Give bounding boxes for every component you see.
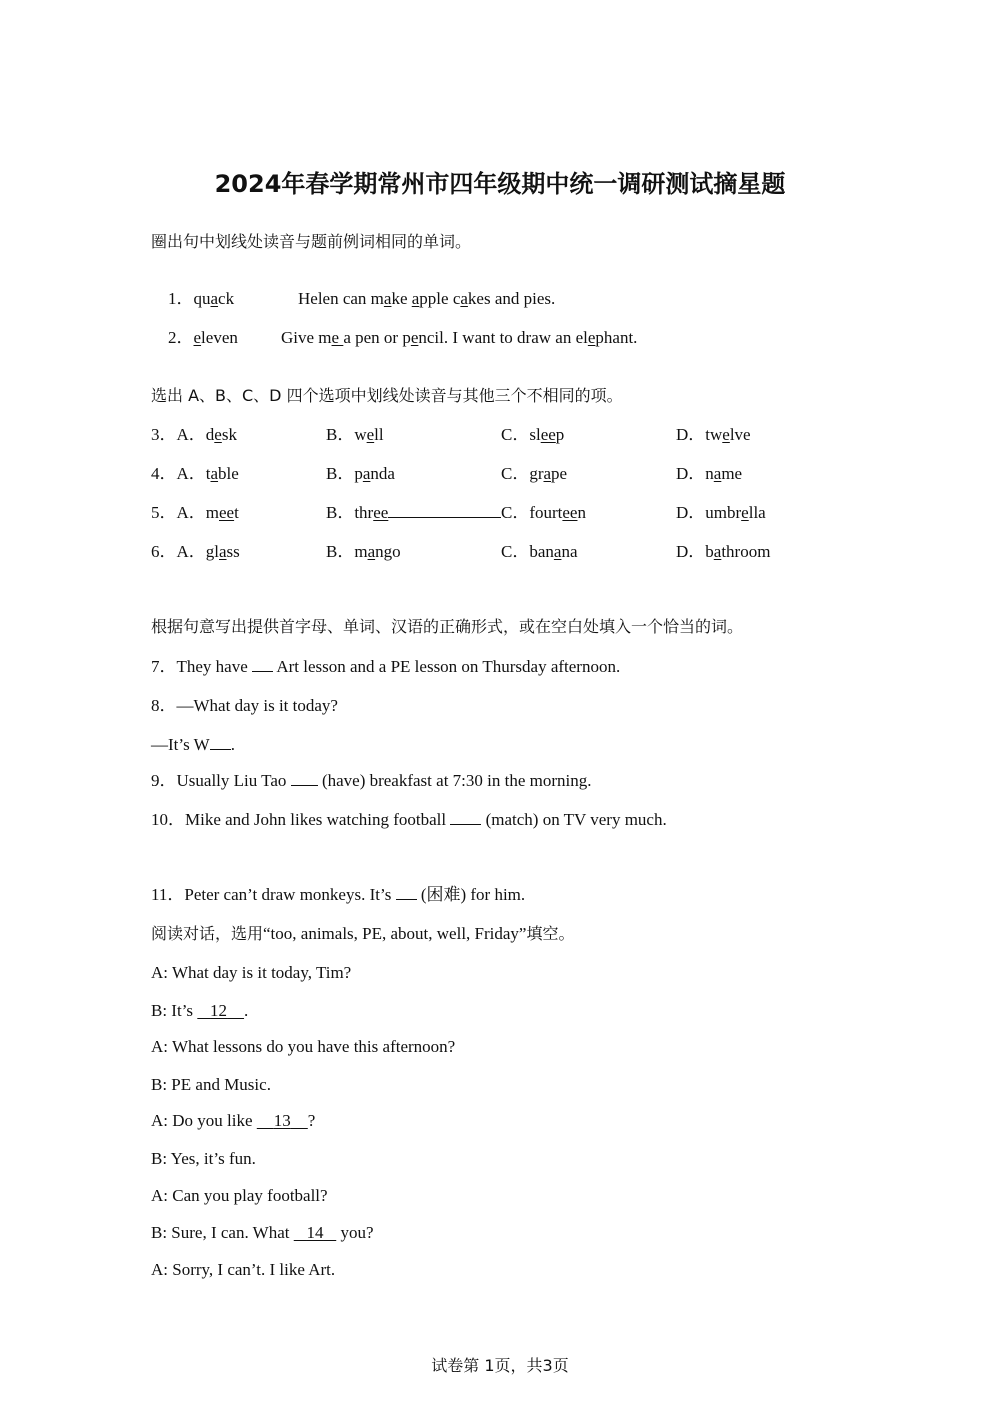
dialogue-line-6: B: Yes, it’s fun. [151,1149,256,1168]
section1-instruction: 圈出句中划线处读音与题前例词相同的单词。 [151,232,472,251]
underlined-letters: e [741,503,749,522]
option-text: D．umbr [676,503,742,522]
option-text: n [577,503,586,522]
numbered-blank-13[interactable] [257,1111,308,1130]
dialogue-line-5 [151,1112,315,1129]
question-5-option-b [326,504,501,521]
underlined-letters: a [713,464,722,483]
option-text: B．m [326,542,368,561]
sentence-part: phant. [595,328,638,347]
question-3-option-a [151,426,237,443]
underlined-letters: e [331,328,344,347]
option-text: C．gr [501,464,544,483]
option-text: D．n [676,464,714,483]
section4-instruction [151,925,574,942]
example-word-part: qu [193,289,211,308]
dialogue-line-1: A: What day is it today, Tim? [151,963,352,982]
question-4-option-c [501,465,567,482]
dialogue-text: B: Sure, I can. What [151,1223,294,1242]
sentence-part: (match) on TV very much. [481,810,667,829]
example-word-part: ck [218,289,235,308]
option-text: t [234,503,239,522]
question-4-option-a [151,465,239,482]
option-text: ble [218,464,239,483]
question-number: 4． [151,464,177,483]
question-4-option-b [326,465,395,482]
question-6-option-c [501,543,577,560]
option-text: A．gl [176,542,219,561]
underlined-letters: a [543,464,552,483]
option-text: lla [748,503,766,522]
sentence-part: (困难) for him. [416,885,526,904]
question-8: 8．—What day is it today? [151,696,338,715]
question-3-option-d [676,426,751,443]
option-text: A．d [176,425,215,444]
underlined-letters: a [362,464,371,483]
question-5-option-d [676,504,766,521]
sentence-part: 9．Usually Liu Tao [151,771,291,790]
underlined-letters: e [214,425,222,444]
option-text: p [555,425,565,444]
underlined-letters: a [713,542,722,561]
sentence-part: —It’s W [151,735,210,754]
answer-blank[interactable] [396,898,417,900]
underlined-letters: e [366,425,375,444]
sentence-part: Helen can m [298,289,384,308]
blank-number: 14 [306,1223,324,1242]
underlined-letters: e [722,425,730,444]
underlined-letters: a [553,542,562,561]
sentence-part: . [230,735,235,754]
sentence-part: a pen or p [343,328,411,347]
option-text: nda [370,464,395,483]
underlined-letters: ee [219,503,235,522]
question-7 [151,658,620,675]
question-number: 1． [168,289,194,308]
underlined-letters: e [587,328,596,347]
sentence-part: 10．Mike and John likes watching football [151,810,451,829]
question-number: 5． [151,503,177,522]
option-text: sk [221,425,237,444]
dialogue-text: B: It’s [151,1001,198,1020]
question-number: 3． [151,425,177,444]
section2-instruction: 选出 A、B、C、D 四个选项中划线处读音与其他三个不相同的项。 [151,386,623,405]
sentence-part: 11．Peter can’t draw monkeys. It’s [151,885,396,904]
option-text: C．sl [501,425,541,444]
option-text: D．tw [676,425,723,444]
option-text: D．b [676,542,714,561]
option-text: C．fourt [501,503,563,522]
question-number: 2． [168,328,194,347]
question-11 [151,886,525,903]
question-6-option-b [326,543,401,560]
answer-blank[interactable] [291,784,318,786]
page-title: 2024年春学期常州市四年级期中统一调研测试摘星题 [214,170,786,198]
dialogue-text: you? [336,1223,374,1242]
sentence-part: ke [391,289,412,308]
answer-blank[interactable] [210,748,231,750]
question-6-option-a [151,543,240,560]
sentence-part: Give m [281,328,332,347]
option-text: na [561,542,578,561]
sentence-part: (have) breakfast at 7:30 in the morning. [317,771,592,790]
option-text: lve [729,425,751,444]
dialogue-line-7: A: Can you play football? [151,1186,328,1205]
option-text: ngo [375,542,401,561]
sentence-part: kes and pies. [467,289,556,308]
question-10 [151,811,667,828]
dialogue-line-3: A: What lessons do you have this afternoon? [151,1037,456,1056]
sentence-part: pple c [419,289,461,308]
option-text: A．t [176,464,211,483]
question-3-option-c [501,426,564,443]
numbered-blank-14[interactable] [294,1223,337,1242]
example-word-part: leven [201,328,238,347]
option-text: pe [551,464,568,483]
page-footer: 试卷第 1页，共3页 [431,1356,569,1375]
option-text: me [721,464,743,483]
underlined-letters: a [210,464,219,483]
underlined-letters: a [210,289,219,308]
underlined-letters: ee [562,503,578,522]
blank-number: 12 [210,1001,228,1020]
dialogue-line-8 [151,1224,374,1241]
underlined-letters: e [410,328,419,347]
sentence-part: Art lesson and a PE lesson on Thursday afternoon. [273,657,621,676]
dialogue-line-9: A: Sorry, I can’t. I like Art. [151,1260,336,1279]
dialogue-text: A: Do you like [151,1111,257,1130]
option-text: throom [721,542,771,561]
question-4-option-d [676,465,742,482]
option-text: B．thr [326,503,374,522]
option-text: ll [374,425,384,444]
question-8-reply [151,736,235,753]
question-9 [151,772,592,789]
answer-blank[interactable] [450,823,481,825]
numbered-blank-12[interactable] [197,1001,244,1020]
question-number: 6． [151,542,177,561]
option-text: B．w [326,425,367,444]
answer-blank[interactable] [252,670,273,672]
dialogue-line-2 [151,1002,248,1019]
underlined-letters: a [367,542,376,561]
question-3-option-b [326,426,384,443]
underlined-letters: ee [540,425,556,444]
option-text: ss [226,542,240,561]
blank-number: 13 [273,1111,291,1130]
underlined-letters: a [411,289,420,308]
question-2-sentence [264,312,637,363]
dialogue-text: ? [307,1111,316,1130]
section3-instruction: 根据句意写出提供首字母、单词、汉语的正确形式，或在空白处填入一个恰当的词。 [151,617,744,636]
dialogue-text: . [244,1001,249,1020]
sentence-part: ncil. I want to draw an el [418,328,588,347]
question-6-option-d [676,543,770,560]
sentence-part: 7．They have [151,657,253,676]
underlined-letters: e [193,328,202,347]
underline-rule [388,516,501,518]
question-2 [151,312,238,363]
question-5-option-c [501,504,586,521]
instruction-text: 填空。 [526,924,575,943]
word-bank: “too, animals, PE, about, well, Friday” [263,924,527,943]
instruction-text: 阅读对话，选用 [151,924,264,943]
option-text: B．p [326,464,363,483]
underlined-letters: a [383,289,392,308]
underlined-letters: a [460,289,468,308]
option-text: C．ban [501,542,554,561]
question-5-option-a [151,504,239,521]
underlined-letters: a [219,542,227,561]
underlined-letters: ee [373,503,389,522]
option-text: A．m [176,503,219,522]
dialogue-line-4: B: PE and Music. [151,1075,271,1094]
